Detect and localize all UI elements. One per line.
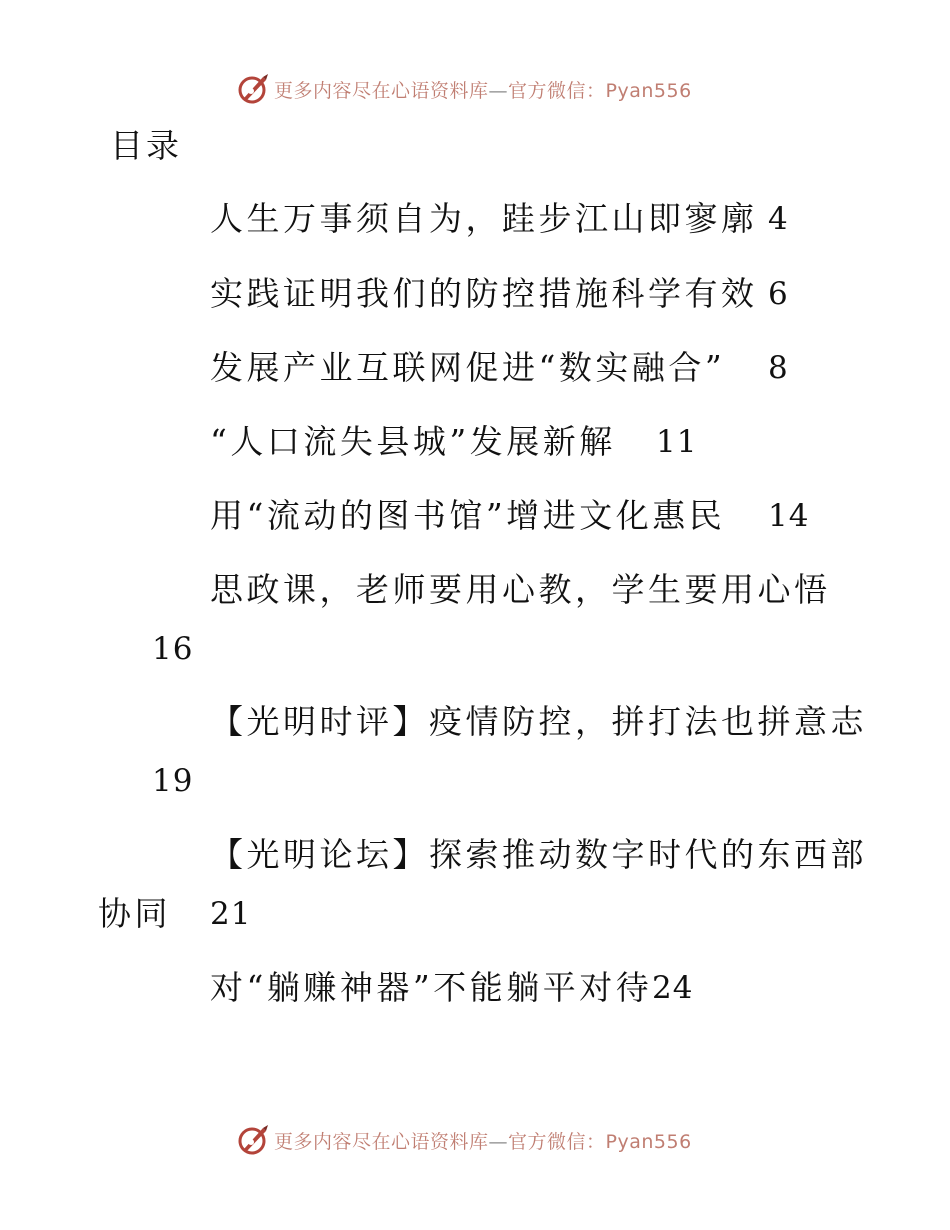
footer-watermark: [236, 1123, 692, 1157]
quill-logo-icon: [236, 1123, 270, 1157]
toc-entry-title[interactable]: “人口流失县城”发展新解: [210, 422, 616, 461]
toc-entry-page: 6: [768, 276, 789, 312]
toc-entry-page: 4: [768, 201, 789, 237]
watermark-text: 更多内容尽在心语资料库—官方微信：Pyan556: [274, 1130, 692, 1153]
toc-entry-title[interactable]: 用“流动的图书馆”增进文化惠民: [210, 496, 726, 535]
toc-entry-title-continued[interactable]: 协同: [98, 894, 171, 933]
toc-entry-page: 14: [768, 498, 810, 534]
toc-entry-page: 21: [210, 896, 252, 932]
toc-entry-page: 24: [652, 970, 694, 1006]
toc-entry-page: 19: [152, 763, 194, 799]
quill-logo-icon: [236, 72, 270, 106]
toc-entry-title[interactable]: 思政课，老师要用心教，学生要用心悟: [210, 570, 831, 609]
toc-entry-page: 16: [152, 631, 194, 667]
toc-entry-title[interactable]: 对“躺赚神器”不能躺平对待: [210, 968, 653, 1007]
toc-entry-title[interactable]: 【光明论坛】探索推动数字时代的东西部: [210, 835, 867, 874]
toc-entry-page: 8: [768, 350, 789, 386]
toc-entry-title[interactable]: 【光明时评】疫情防控，拼打法也拼意志: [210, 702, 867, 741]
toc-entry-page: 11: [656, 424, 698, 460]
toc-entry-title[interactable]: 人生万事须自为，跬步江山即寥廓: [210, 199, 758, 238]
watermark-text: 更多内容尽在心语资料库—官方微信：Pyan556: [274, 79, 692, 102]
toc-heading: 目录: [110, 126, 182, 165]
toc-entry-title[interactable]: 发展产业互联网促进“数实融合”: [210, 348, 726, 387]
toc-entry-title[interactable]: 实践证明我们的防控措施科学有效: [210, 274, 758, 313]
header-watermark: [236, 72, 692, 106]
